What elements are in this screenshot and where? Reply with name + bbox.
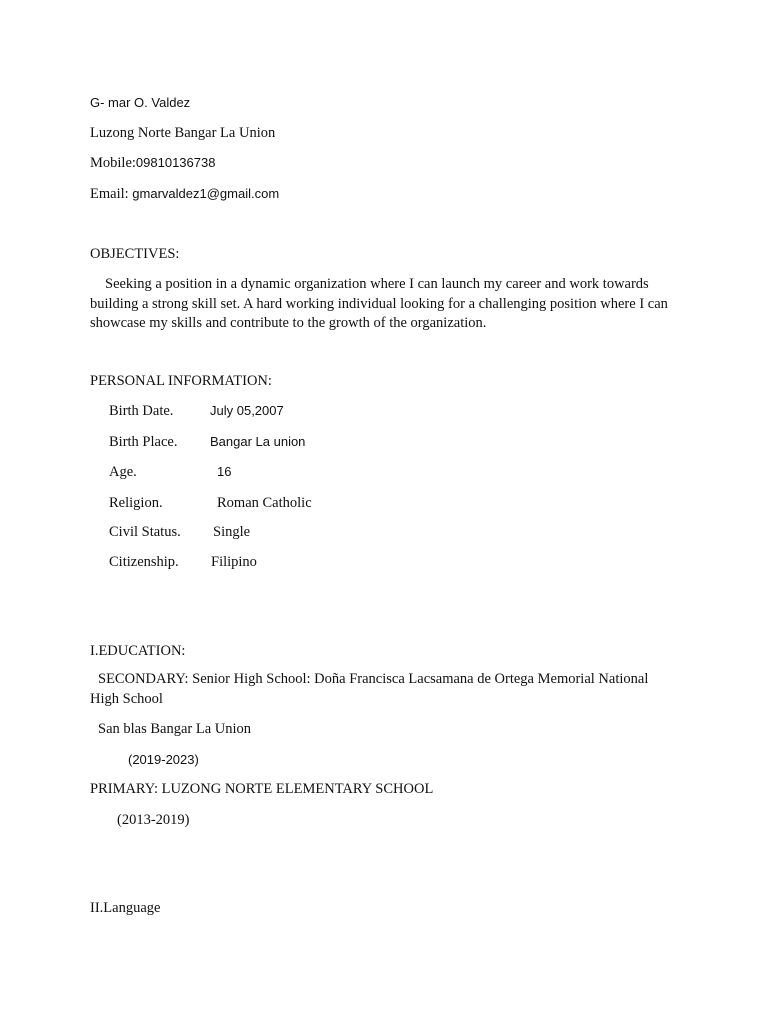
applicant-name: G- mar O. Valdez: [90, 95, 191, 110]
age-label: Age.: [109, 464, 137, 480]
citizenship-label: Citizenship.: [109, 554, 179, 570]
objectives-text: Seeking a position in a dynamic organization where I can launch my career and work towards building a strong skill set. A hard working individual looking for a challenging position where I can showcase my skills and contribute to the growth of the organization.: [90, 276, 668, 331]
birth-place-label: Birth Place.: [109, 434, 178, 450]
civil-status-value: Single: [213, 524, 251, 540]
mobile-label: Mobile:: [90, 155, 136, 171]
primary-school: PRIMARY: LUZONG NORTE ELEMENTARY SCHOOL: [90, 781, 434, 797]
applicant-address: Luzong Norte Bangar La Union: [90, 125, 276, 141]
email-label: Email:: [90, 186, 133, 202]
mobile-line: [90, 154, 215, 172]
religion-label: Religion.: [109, 495, 163, 511]
secondary-location: San blas Bangar La Union: [98, 721, 252, 737]
primary-years: (2013-2019): [117, 812, 190, 828]
birth-place-value: Bangar La union: [210, 434, 306, 449]
religion-value: Roman Catholic: [217, 495, 312, 511]
email-value: gmarvaldez1@gmail.com: [132, 186, 280, 201]
civil-status-label: Civil Status.: [109, 524, 181, 540]
objectives-heading: OBJECTIVES:: [90, 246, 180, 262]
mobile-value: 09810136738: [135, 155, 216, 170]
citizenship-value: Filipino: [211, 554, 257, 570]
age-value: 16: [217, 464, 232, 479]
personal-info-heading: PERSONAL INFORMATION:: [90, 373, 272, 389]
birth-date-value: July 05,2007: [210, 403, 284, 418]
language-heading: II.Language: [90, 900, 161, 916]
secondary-years: (2019-2023): [128, 752, 199, 767]
secondary-school: SECONDARY: Senior High School: Doña Francisca Lacsamana de Ortega Memorial National High School: [90, 671, 649, 707]
birth-date-label: Birth Date.: [109, 403, 174, 419]
education-heading: I.EDUCATION:: [90, 643, 186, 659]
email-line: [90, 185, 279, 203]
